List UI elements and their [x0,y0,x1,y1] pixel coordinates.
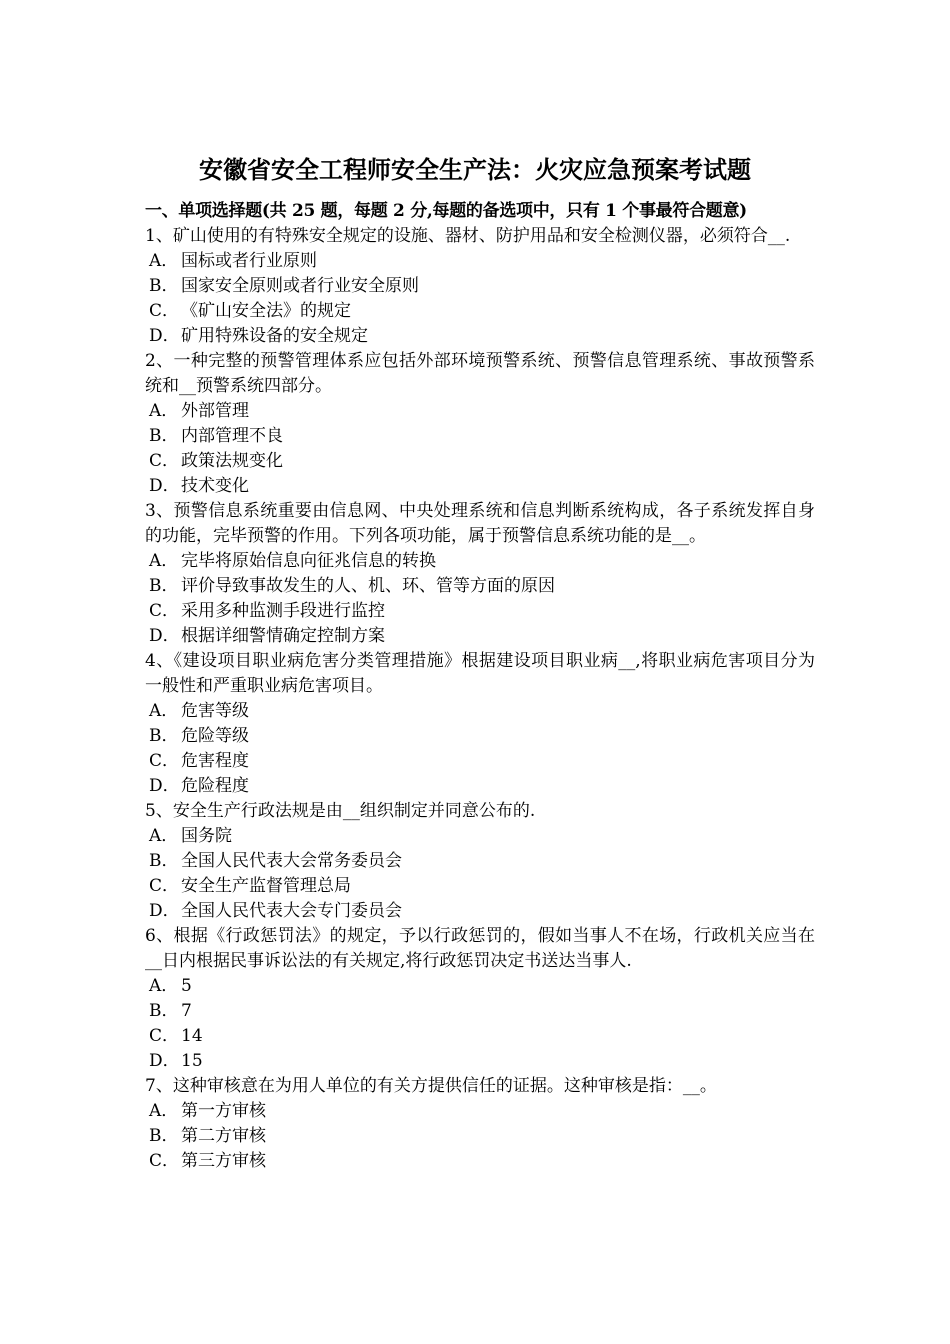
option-text: 采用多种监测手段进行监控 [181,601,385,621]
option-text: 外部管理 [181,401,249,421]
option-text: 14 [181,1026,203,1046]
section-heading: 一、单项选择题(共 25 题，每题 2 分,每题的备选项中，只有 1 个事最符合题意) [145,201,747,221]
option-c [145,299,815,324]
option-letter: D． [149,626,180,646]
option-a [145,399,815,424]
option-text: 政策法规变化 [181,451,283,471]
option-letter: A． [149,251,179,271]
option-text: 内部管理不良 [181,426,283,446]
option-text: 矿用特殊设备的安全规定 [181,326,368,346]
option-text: 危害等级 [181,701,249,721]
option-text: 《矿山安全法》的规定 [181,301,351,321]
option-text: 技术变化 [181,476,249,496]
option-d [145,474,815,499]
option-letter: C． [149,1151,180,1171]
option-a [145,549,815,574]
option-text: 第三方审核 [181,1151,266,1171]
option-c [145,599,815,624]
option-b [145,274,815,299]
question-2 [145,349,815,499]
question-stem: 3、预警信息系统重要由信息网、中央处理系统和信息判断系统构成，各子系统发挥自身的功能，完毕预警的作用。下列各项功能，属于预警信息系统功能的是__。 [145,501,815,546]
option-letter: A． [149,551,179,571]
option-a [145,974,815,999]
option-letter: B． [149,851,179,871]
option-text: 国家安全原则或者行业安全原则 [181,276,419,296]
option-letter: D． [149,776,180,796]
option-b [145,1124,815,1149]
option-text: 安全生产监督管理总局 [181,876,351,896]
option-d [145,324,815,349]
option-letter: A． [149,701,179,721]
option-letter: C． [149,451,180,471]
option-c [145,874,815,899]
question-4 [145,649,815,799]
option-letter: B． [149,576,179,596]
option-letter: A． [149,976,179,996]
question-stem: 7、这种审核意在为用人单位的有关方提供信任的证据。这种审核是指：__。 [145,1076,717,1096]
question-stem: 4、《建设项目职业病危害分类管理措施》根据建设项目职业病__,将职业病危害项目分为一般性和严重职业病危害项目。 [145,651,815,696]
option-letter: C． [149,601,180,621]
option-a [145,824,815,849]
option-text: 15 [181,1051,203,1071]
option-c [145,449,815,474]
question-3 [145,499,815,649]
option-text: 完毕将原始信息向征兆信息的转换 [181,551,436,571]
option-letter: B． [149,1126,179,1146]
option-b [145,724,815,749]
option-text: 5 [181,976,192,996]
option-text: 全国人民代表大会专门委员会 [181,901,402,921]
option-d [145,1049,815,1074]
option-letter: C． [149,301,180,321]
option-letter: C． [149,1026,180,1046]
option-a [145,699,815,724]
question-stem: 5、安全生产行政法规是由__组织制定并同意公布的. [145,801,536,821]
option-text: 评价导致事故发生的人、机、环、管等方面的原因 [181,576,555,596]
option-text: 危险等级 [181,726,249,746]
option-c [145,1024,815,1049]
option-letter: C． [149,876,180,896]
option-c [145,749,815,774]
option-letter: B． [149,726,179,746]
option-d [145,899,815,924]
option-text: 7 [181,1001,192,1021]
option-a [145,249,815,274]
option-b [145,424,815,449]
option-letter: B． [149,276,179,296]
option-letter: D． [149,901,180,921]
option-b [145,574,815,599]
question-1 [145,224,815,349]
option-text: 危险程度 [181,776,249,796]
option-letter: D． [149,476,180,496]
option-a [145,1099,815,1124]
option-text: 危害程度 [181,751,249,771]
option-text: 全国人民代表大会常务委员会 [181,851,402,871]
question-7 [145,1074,815,1174]
option-letter: D． [149,1051,180,1071]
option-letter: D． [149,326,180,346]
option-letter: A． [149,826,179,846]
question-5 [145,799,815,924]
question-stem: 6、根据《行政惩罚法》的规定，予以行政惩罚的，假如当事人不在场，行政机关应当在__日内根据民事诉讼法的有关规定,将行政惩罚决定书送达当事人. [145,926,815,971]
option-letter: A． [149,1101,179,1121]
option-b [145,999,815,1024]
document-body [145,199,815,1174]
question-stem: 1、矿山使用的有特殊安全规定的设施、器材、防护用品和安全检测仪器，必须符合__. [145,226,791,246]
option-c [145,1149,815,1174]
option-letter: A． [149,401,179,421]
option-b [145,849,815,874]
option-text: 国务院 [181,826,232,846]
option-text: 第一方审核 [181,1101,266,1121]
option-text: 第二方审核 [181,1126,266,1146]
option-letter: C． [149,751,180,771]
document-title: 安徽省安全工程师安全生产法：火灾应急预案考试题 [199,155,751,184]
option-letter: B． [149,1001,179,1021]
question-stem: 2、一种完整的预警管理体系应包括外部环境预警系统、预警信息管理系统、事故预警系统和__预警系统四部分。 [145,351,815,396]
option-d [145,624,815,649]
option-text: 根据详细警情确定控制方案 [181,626,385,646]
question-6 [145,924,815,1074]
option-text: 国标或者行业原则 [181,251,317,271]
option-d [145,774,815,799]
option-letter: B． [149,426,179,446]
